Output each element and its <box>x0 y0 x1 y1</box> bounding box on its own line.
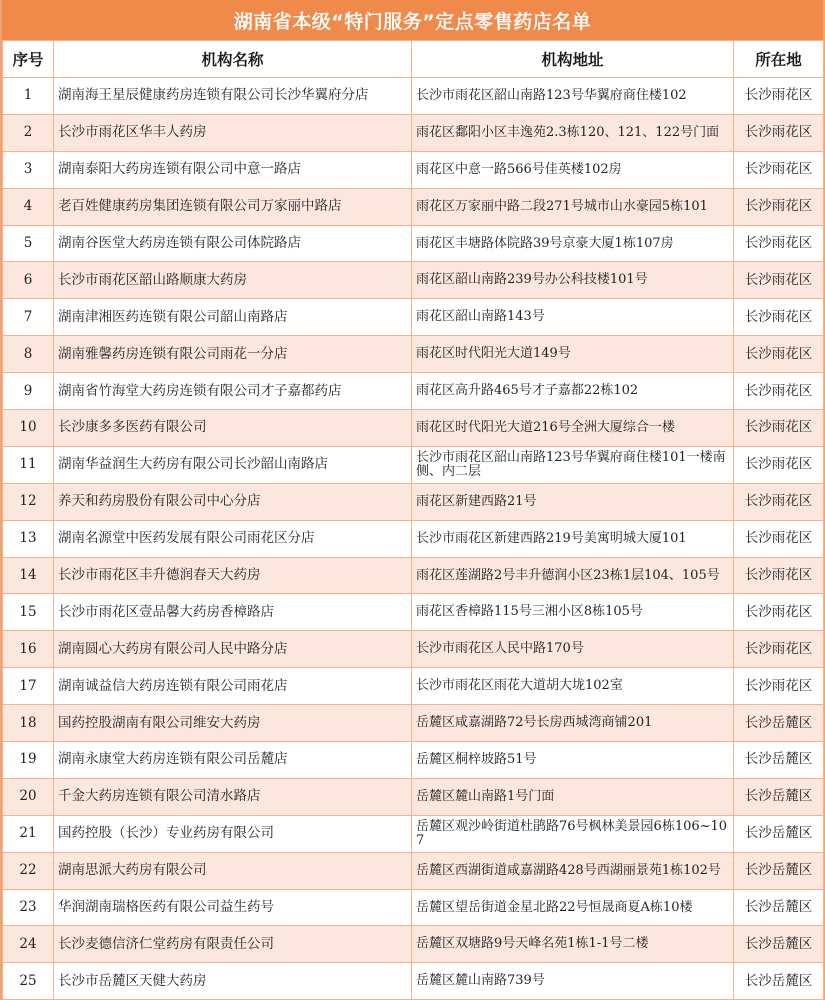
row-name-cell: 老百姓健康药房集团连锁有限公司万家丽中路店 <box>54 188 412 225</box>
row-address-cell: 雨花区中意一路566号佳英楼102房 <box>412 151 734 188</box>
row-index-cell: 17 <box>3 668 54 705</box>
row-location-cell: 长沙雨花区 <box>734 520 824 557</box>
row-index-cell: 1 <box>3 78 54 115</box>
row-name-cell: 湖南诚益信大药房连锁有限公司雨花店 <box>54 668 412 705</box>
table-row <box>3 151 824 188</box>
row-name-cell: 湖南泰阳大药房连锁有限公司中意一路店 <box>54 151 412 188</box>
table-row <box>3 963 824 1000</box>
row-location-cell: 长沙岳麓区 <box>734 926 824 963</box>
row-address-cell: 雨花区新建西路21号 <box>412 483 734 520</box>
row-index-cell: 5 <box>3 225 54 262</box>
row-name-cell: 国药控股（长沙）专业药房有限公司 <box>54 815 412 852</box>
row-address-cell: 雨花区香樟路115号三湘小区8栋105号 <box>412 594 734 631</box>
row-index-cell: 22 <box>3 852 54 889</box>
row-name-cell: 长沙市雨花区华丰人药房 <box>54 114 412 151</box>
table-row <box>3 778 824 815</box>
row-index-cell: 16 <box>3 631 54 668</box>
pharmacy-table <box>2 40 824 1000</box>
row-location-cell: 长沙雨花区 <box>734 262 824 299</box>
row-address-cell: 岳麓区望岳街道金星北路22号恒晟商夏A栋10楼 <box>412 889 734 926</box>
row-name-cell: 湖南思派大药房有限公司 <box>54 852 412 889</box>
row-name-cell: 湖南谷医堂大药房连锁有限公司体院路店 <box>54 225 412 262</box>
row-index-cell: 11 <box>3 446 54 483</box>
row-index-cell: 6 <box>3 262 54 299</box>
row-location-cell: 长沙雨花区 <box>734 483 824 520</box>
row-address-cell: 长沙市雨花区雨花大道胡大垅102室 <box>412 668 734 705</box>
row-index-cell: 2 <box>3 114 54 151</box>
table-body <box>3 78 824 1000</box>
row-location-cell: 长沙雨花区 <box>734 557 824 594</box>
row-address-cell: 雨花区丰塘路体院路39号京豪大厦1栋107房 <box>412 225 734 262</box>
table-header <box>3 41 824 78</box>
table-row <box>3 262 824 299</box>
table-row <box>3 520 824 557</box>
row-location-cell: 长沙岳麓区 <box>734 889 824 926</box>
row-location-cell: 长沙雨花区 <box>734 188 824 225</box>
row-name-cell: 湖南名源堂中医药发展有限公司雨花区分店 <box>54 520 412 557</box>
table-row <box>3 446 824 483</box>
table-row <box>3 188 824 225</box>
row-address-cell: 长沙市雨花区韶山南路123号华翼府商住楼101一楼南侧、内二层 <box>412 446 734 483</box>
row-name-cell: 湖南圆心大药房有限公司人民中路分店 <box>54 631 412 668</box>
row-name-cell: 国药控股湖南有限公司维安大药房 <box>54 705 412 742</box>
table-row <box>3 410 824 447</box>
row-index-cell: 4 <box>3 188 54 225</box>
row-location-cell: 长沙岳麓区 <box>734 963 824 1000</box>
row-name-cell: 长沙麦德信济仁堂药房有限责任公司 <box>54 926 412 963</box>
row-index-cell: 9 <box>3 373 54 410</box>
row-location-cell: 长沙岳麓区 <box>734 852 824 889</box>
row-address-cell: 岳麓区咸嘉湖路72号长房西城湾商铺201 <box>412 705 734 742</box>
row-index-cell: 25 <box>3 963 54 1000</box>
table-row <box>3 889 824 926</box>
table-row <box>3 114 824 151</box>
table-row <box>3 742 824 779</box>
table-row <box>3 852 824 889</box>
row-location-cell: 长沙雨花区 <box>734 225 824 262</box>
table-row <box>3 557 824 594</box>
header-location: 所在地 <box>734 41 824 78</box>
row-address-cell: 岳麓区桐梓坡路51号 <box>412 742 734 779</box>
document-title: 湖南省本级“特门服务”定点零售药店名单 <box>2 0 823 40</box>
row-name-cell: 养天和药房股份有限公司中心分店 <box>54 483 412 520</box>
row-location-cell: 长沙岳麓区 <box>734 742 824 779</box>
row-index-cell: 20 <box>3 778 54 815</box>
row-address-cell: 长沙市雨花区新建西路219号美寓明城大厦101 <box>412 520 734 557</box>
row-name-cell: 湖南永康堂大药房连锁有限公司岳麓店 <box>54 742 412 779</box>
table-row <box>3 815 824 852</box>
table-row <box>3 78 824 115</box>
row-location-cell: 长沙雨花区 <box>734 668 824 705</box>
row-address-cell: 长沙市雨花区人民中路170号 <box>412 631 734 668</box>
table-row <box>3 225 824 262</box>
row-index-cell: 24 <box>3 926 54 963</box>
row-address-cell: 雨花区高升路465号才子嘉都22栋102 <box>412 373 734 410</box>
row-address-cell: 雨花区韶山南路143号 <box>412 299 734 336</box>
table-row <box>3 373 824 410</box>
row-name-cell: 千金大药房连锁有限公司清水路店 <box>54 778 412 815</box>
table-row <box>3 668 824 705</box>
row-index-cell: 12 <box>3 483 54 520</box>
header-name: 机构名称 <box>54 41 412 78</box>
row-index-cell: 15 <box>3 594 54 631</box>
table-row <box>3 705 824 742</box>
header-address: 机构地址 <box>412 41 734 78</box>
row-address-cell: 岳麓区西湖街道咸嘉湖路428号西湖丽景苑1栋102号 <box>412 852 734 889</box>
row-name-cell: 长沙市岳麓区天健大药房 <box>54 963 412 1000</box>
table-row <box>3 299 824 336</box>
row-address-cell: 长沙市雨花区韶山南路123号华翼府商住楼102 <box>412 78 734 115</box>
row-name-cell: 湖南雅馨药房连锁有限公司雨花一分店 <box>54 336 412 373</box>
row-address-cell: 雨花区鄱阳小区丰逸苑2.3栋120、121、122号门面 <box>412 114 734 151</box>
row-address-cell: 雨花区莲湖路2号丰升德润小区23栋1层104、105号 <box>412 557 734 594</box>
row-address-cell: 雨花区韶山南路239号办公科技楼101号 <box>412 262 734 299</box>
row-index-cell: 14 <box>3 557 54 594</box>
row-name-cell: 湖南海王星辰健康药房连锁有限公司长沙华翼府分店 <box>54 78 412 115</box>
row-location-cell: 长沙雨花区 <box>734 631 824 668</box>
row-location-cell: 长沙岳麓区 <box>734 778 824 815</box>
row-name-cell: 华润湖南瑞格医药有限公司益生药号 <box>54 889 412 926</box>
row-location-cell: 长沙雨花区 <box>734 373 824 410</box>
row-location-cell: 长沙雨花区 <box>734 446 824 483</box>
row-index-cell: 13 <box>3 520 54 557</box>
row-address-cell: 雨花区时代阳光大道216号全洲大厦综合一楼 <box>412 410 734 447</box>
row-address-cell: 雨花区万家丽中路二段271号城市山水豪园5栋101 <box>412 188 734 225</box>
row-index-cell: 19 <box>3 742 54 779</box>
row-name-cell: 湖南华益润生大药房有限公司长沙韶山南路店 <box>54 446 412 483</box>
row-index-cell: 23 <box>3 889 54 926</box>
row-name-cell: 长沙市雨花区丰升德润春天大药房 <box>54 557 412 594</box>
row-address-cell: 岳麓区麓山南路1号门面 <box>412 778 734 815</box>
row-location-cell: 长沙雨花区 <box>734 78 824 115</box>
row-name-cell: 长沙市雨花区韶山路顺康大药房 <box>54 262 412 299</box>
row-index-cell: 8 <box>3 336 54 373</box>
row-index-cell: 10 <box>3 410 54 447</box>
table-row <box>3 926 824 963</box>
row-location-cell: 长沙雨花区 <box>734 299 824 336</box>
table-row <box>3 594 824 631</box>
row-address-cell: 岳麓区麓山南路739号 <box>412 963 734 1000</box>
row-location-cell: 长沙雨花区 <box>734 410 824 447</box>
row-index-cell: 7 <box>3 299 54 336</box>
row-location-cell: 长沙雨花区 <box>734 336 824 373</box>
row-index-cell: 18 <box>3 705 54 742</box>
row-name-cell: 湖南津湘医药连锁有限公司韶山南路店 <box>54 299 412 336</box>
row-index-cell: 3 <box>3 151 54 188</box>
row-address-cell: 岳麓区双塘路9号天峰名苑1栋1-1号二楼 <box>412 926 734 963</box>
row-location-cell: 长沙岳麓区 <box>734 705 824 742</box>
row-location-cell: 长沙雨花区 <box>734 151 824 188</box>
row-address-cell: 岳麓区观沙岭街道杜鹃路76号枫林美景园6栋106~107 <box>412 815 734 852</box>
row-name-cell: 湖南省竹海堂大药房连锁有限公司才子嘉都药店 <box>54 373 412 410</box>
row-location-cell: 长沙雨花区 <box>734 114 824 151</box>
row-name-cell: 长沙市雨花区壹品馨大药房香樟路店 <box>54 594 412 631</box>
row-index-cell: 21 <box>3 815 54 852</box>
table-row <box>3 483 824 520</box>
header-row <box>3 41 824 78</box>
header-index: 序号 <box>3 41 54 78</box>
table-row <box>3 631 824 668</box>
row-location-cell: 长沙岳麓区 <box>734 815 824 852</box>
row-address-cell: 雨花区时代阳光大道149号 <box>412 336 734 373</box>
row-location-cell: 长沙雨花区 <box>734 594 824 631</box>
table-row <box>3 336 824 373</box>
row-name-cell: 长沙康多多医药有限公司 <box>54 410 412 447</box>
